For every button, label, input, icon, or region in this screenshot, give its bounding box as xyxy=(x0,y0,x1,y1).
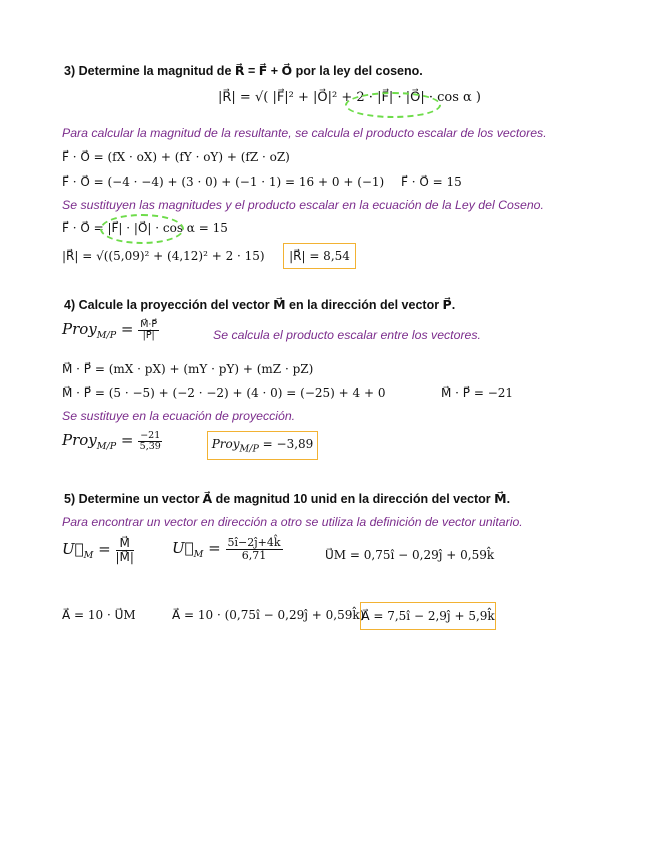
q5-answer-box xyxy=(360,602,496,630)
q5-u2-label: U⃗ xyxy=(172,538,194,557)
q5-u-label: U⃗ xyxy=(62,539,84,558)
q5-heading: 5) Determine un vector A⃗ de magnitud 10 unid en la dirección del vector M⃗. xyxy=(64,492,511,506)
q4-answer-box xyxy=(207,431,318,460)
q5-u2-numerator: 5î−2ĵ+4k̂ xyxy=(227,536,281,549)
q5-u2-subscript: M xyxy=(193,548,204,560)
q3-note-scalar-product: Para calcular la magnitud de la resultante, se calcula el producto escalar de los vectores. xyxy=(62,126,547,140)
q4-dot-product-result: M⃗ · P⃗ = −21 xyxy=(441,386,514,400)
q4-calc-numerator: −21 xyxy=(140,430,161,442)
q4-answer-proj-label: Proy xyxy=(211,436,240,451)
q3-heading: 3) Determine la magnitud de R⃗ = F⃗ + O⃗ por la ley del coseno. xyxy=(64,64,423,78)
q5-unit-vector-definition: $U⃗_M$ = $\frac{M⃗}{|M⃗|}$ xyxy=(62,536,134,564)
q5-u-subscript: M xyxy=(83,549,94,561)
q4-answer-value: = −3,89 xyxy=(258,436,314,451)
q4-dot-product-definition: M⃗ · P⃗ = (mX · pX) + (mY · pY) + (mZ · pZ) xyxy=(62,362,314,376)
q5-u2-denominator: 6,71 xyxy=(241,548,267,562)
q3-answer-box xyxy=(283,243,356,269)
q5-note-unit-vector: Para encontrar un vector en dirección a otro se utiliza la definición de vector unitario. xyxy=(62,515,523,529)
q4-calc-denominator: 5,39 xyxy=(139,441,161,452)
q4-calc-proj-subscript: M/P xyxy=(96,441,117,452)
q5-vector-a-definition: A⃗ = 10 · U⃗M xyxy=(62,608,136,622)
q4-proj-subscript: M/P xyxy=(96,330,117,341)
q5-u2-fraction xyxy=(226,537,283,561)
q4-answer-subscript: M/P xyxy=(239,443,259,455)
q4-projection-fraction xyxy=(138,320,159,341)
q5-unit-vector-result: U⃗M = 0,75î − 0,29ĵ + 0,59k̂ xyxy=(325,548,495,562)
q5-unit-vector-substitution: $U⃗_M$ = $\frac{5î-2ĵ+4k̂}{6,71}$ xyxy=(172,536,281,562)
q5-u-fraction xyxy=(116,537,134,563)
q3-dot-product-result: F⃗ · O⃗ = 15 xyxy=(401,175,462,189)
q3-note-substitute: Se sustituyen las magnitudes y el producto escalar en la ecuación de la Ley del Coseno. xyxy=(62,198,544,212)
q5-u-denominator: |M⃗| xyxy=(115,549,134,564)
q4-calc-fraction xyxy=(138,431,162,452)
highlight-ellipse xyxy=(100,214,184,244)
q4-proj-denominator: |P⃗| xyxy=(142,330,155,341)
q4-note-substitute: Se sustituye en la ecuación de proyección. xyxy=(62,409,296,423)
q3-resultant-calculation: |R⃗| = √((5,09)² + (4,12)² + 2 · 15) xyxy=(62,249,265,263)
q5-u-numerator: M⃗ xyxy=(116,537,134,551)
q4-proj-label: Proy xyxy=(62,320,97,338)
q4-note-scalar-product: Se calcula el producto escalar entre los vectores. xyxy=(213,328,481,342)
q4-calc-proj-label: Proy xyxy=(62,431,97,449)
q3-dot-product-calculation: F⃗ · O⃗ = (−4 · −4) + (3 · 0) + (−1 · 1) = 16 + 0 + (−1) xyxy=(62,175,385,189)
q4-dot-product-calculation: M⃗ · P⃗ = (5 · −5) + (−2 · −2) + (4 · 0) = (−25) + 4 + 0 xyxy=(62,386,386,400)
q4-proj-numerator: M⃗·P⃗ xyxy=(140,319,158,331)
q3-dot-product-definition: F⃗ · O⃗ = (fX · oX) + (fY · oY) + (fZ · oZ) xyxy=(62,150,290,164)
q4-answer xyxy=(212,437,314,454)
q5-vector-a-calculation: A⃗ = 10 · (0,75î − 0,29ĵ + 0,59k̂) xyxy=(172,608,365,622)
q3-law-substitution: F⃗ · O⃗ = |F⃗| · |O⃗| · cos α = 15 xyxy=(62,221,228,235)
q4-heading: 4) Calcule la proyección del vector M⃗ en la dirección del vector P⃗. xyxy=(64,298,456,312)
q4-projection-calculation: Proy$_{M/P}$ = $\frac{-21}{5,39}$ xyxy=(62,430,161,452)
q3-cosine-law-formula: |R⃗| = √( |F⃗|² + |O⃗|² + 2 · |F⃗| · |O⃗| · cos α ) xyxy=(218,90,481,105)
q5-answer: A⃗ = 7,5î − 2,9ĵ + 5,9k̂ xyxy=(361,609,495,623)
q3-answer: |R⃗| = 8,54 xyxy=(289,249,350,263)
highlight-ellipse xyxy=(345,92,441,118)
q4-projection-formula: Proy$_{M/P}$ = $\frac{M⃗\cdot P⃗}{|P⃗|}$ xyxy=(62,319,158,341)
